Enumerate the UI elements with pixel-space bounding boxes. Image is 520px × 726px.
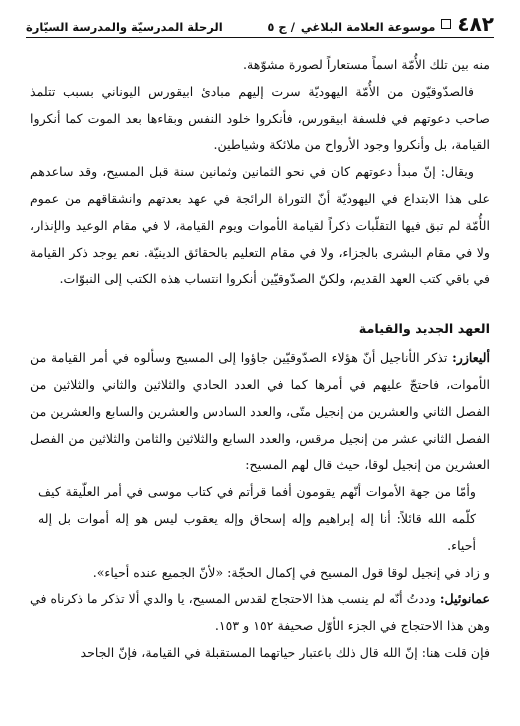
speaker-emmanuel: عمانوئيل: bbox=[439, 591, 490, 607]
chapter-title: الرحلة المدرسيّة والمدرسة السيّارة bbox=[26, 20, 223, 34]
running-header bbox=[26, 8, 494, 38]
page-number: ٤٨٢ bbox=[457, 12, 494, 36]
emmanuel-text: وددتُ أنّه لم ينسب هذا الاحتجاج لقدس المسيح، يا والدي ألا تذكر ما ذكرناه في وهن هذا الاحتجاج في الجزء الأوّل صحيفة ١٥٢ و ١٥٣. bbox=[30, 591, 490, 634]
page-body bbox=[30, 52, 490, 667]
book-title: موسوعة العلامة البلاغي bbox=[300, 20, 436, 34]
volume-label: / ج ٥ bbox=[267, 20, 295, 34]
square-separator-icon bbox=[441, 19, 451, 29]
emmanuel-paragraph bbox=[30, 586, 490, 640]
luke-paragraph: و زاد في إنجيل لوقا قول المسيح في إكمال الحجّة: «لأنّ الجميع عنده أحياء». bbox=[92, 564, 490, 580]
paragraph-1: منه بين تلك الأُمّة اسماً مستعاراً لصورة مشوّهة. bbox=[243, 57, 490, 72]
final-paragraph: فإن قلت هنا: إنّ الله قال ذلك باعتبار حياتهما المستقبلة في القيامة، فإنّ الجاحد bbox=[80, 644, 490, 660]
section-heading: العهد الجديد والقيامة bbox=[358, 322, 490, 338]
speaker-eliezer: أليعازر: bbox=[452, 350, 490, 366]
header-right-group bbox=[267, 14, 494, 34]
paragraph-2: فالصدّوقيّون من الأُمّة اليهوديّة سرت إليهم مبادئ ابيقورس اليوناني بسبب تتلمذ صاحب دعوتهم في فلسفة ابيقورس، فأنكروا خلود النفس وبقاءها بعد الموت كما أنكروا القيامة، بل وأنكروا وجود الأرواح من ملائكة وشياطين. bbox=[30, 83, 490, 153]
eliezer-paragraph bbox=[30, 345, 490, 479]
volume-number: ج ٥ bbox=[267, 20, 287, 34]
eliezer-text: تذكر الأناجيل أنّ هؤلاء الصدّوقيّين جاؤوا إلى المسيح وسألوه في أمر القيامة من الأموات، فاحتجّ عليهم في أمرها كما في العدد الحادي والثلاثين والثاني والثلاثين من الفصل الثاني والعشرين من إنجيل متّى، والعدد السادس والعشرين والسابع والعشرين من الفصل الثاني عشر من إنجيل مرقس، والعدد السابع والثلاثين والثامن والثلاثين من الفصل العشرين من إنجيل لوقا، حيث قال لهم المسيح: bbox=[30, 350, 490, 473]
gospel-quote: وأمّا من جهة الأموات أنّهم يقومون أفما قرأتم في كتاب موسى في أمر العلّيقة كيف كلّمه الله قائلاً: أنا إله إبراهيم وإله إسحاق وإله يعقوب ليس هو إله أموات بل إله أحياء. bbox=[38, 484, 476, 553]
paragraph-3: ويقال: إنّ مبدأ دعوتهم كان في نحو الثمانين وثمانين سنة قبل المسيح، وقد ساعدهم على هذا الابتداع في اليهوديّة أنّ التوراة الرائجة في عهد بعدتهم وانشقاقهم من عموم الأُمّة لم تبق فيها التقلّبات ذكراً لقيامة الأموات ويوم القيامة، لا في مقام الوعيد والإنذار، ولا في مقام البشرى بالجزاء، ولا في مقام التعليم بالحقائق الدينيّة. نعم يوجد ذكر القيامة في باقي كتب العهد القديم، ولكنّ الصدّوقيّين أنكروا انتساب هذه الكتب إلى النبوّات. bbox=[30, 164, 490, 287]
